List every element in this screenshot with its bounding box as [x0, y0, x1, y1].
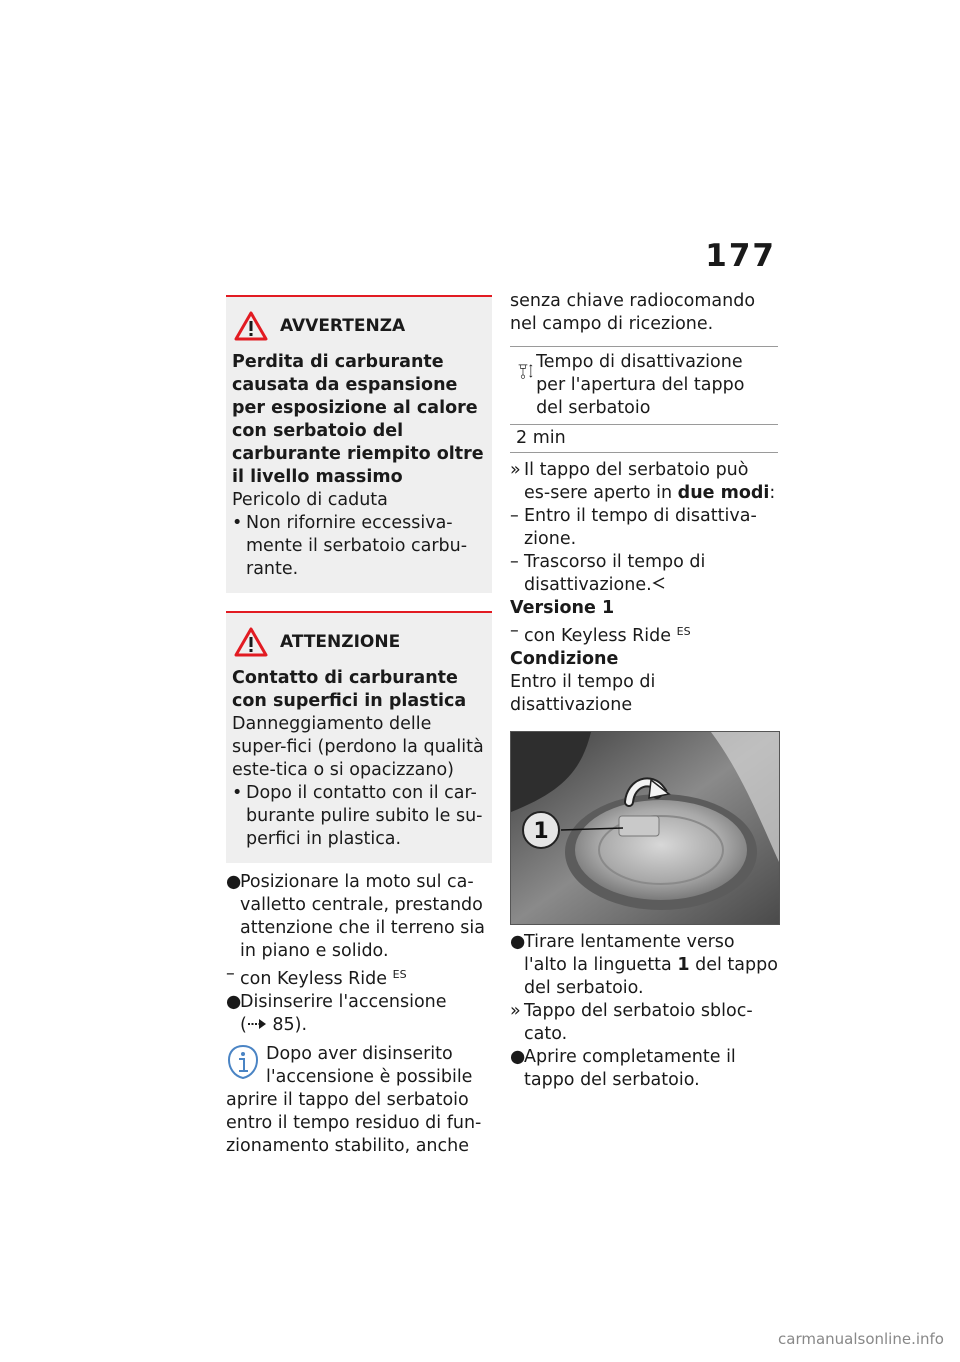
- page-reference-arrow-icon: [247, 1018, 267, 1030]
- step-pull-tab: ● Tirare lentamente verso l'alto la linguetta 1 del tappo del serbatoio.: [510, 932, 778, 998]
- left-column: [226, 295, 492, 1158]
- notice-box: [226, 611, 492, 863]
- step-bullet: ●: [226, 872, 242, 892]
- condition-heading: Condizione: [510, 649, 619, 669]
- watermark: carmanualsonline.info: [778, 1330, 944, 1348]
- notice-label: ATTENZIONE: [280, 631, 401, 652]
- fuel-cap-illustration: [511, 732, 779, 924]
- dash-mark: –: [510, 552, 519, 572]
- notice-risk: Danneggiamento delle super-fici (perdono la qualità este-tica o si opacizzano): [232, 714, 484, 780]
- spec-label: Tempo di disattivazione per l'apertura del tappo del serbatoio: [536, 352, 745, 418]
- caution-triangle-icon: [234, 627, 268, 657]
- dash-mark: –: [226, 964, 235, 984]
- step-open-cap: ● Aprire completamente il tappo del serbatoio.: [510, 1047, 736, 1090]
- option-within-time: – Entro il tempo di disattiva-zione.: [510, 506, 757, 549]
- fuel-cap-photo: [510, 731, 780, 925]
- info-note-text-a: Dopo aver disinserito l'accensione è possibile: [266, 1044, 473, 1087]
- warning-heading: Perdita di carburante causata da espansione per esposizione al calore con serbatoio del carburante riempito oltre il livello massimo: [232, 352, 484, 487]
- callout-number-1: 1: [533, 819, 549, 844]
- intro-text: senza chiave radiocomando nel campo di ricezione.: [510, 291, 756, 334]
- info-icon: [226, 1043, 260, 1081]
- result-mark: »: [510, 460, 521, 480]
- notice-action: • Dopo il contatto con il car-burante pulire subito le su-perfici in plastica.: [232, 783, 483, 849]
- dash-mark: –: [510, 621, 519, 641]
- option-after-time: – Trascorso il tempo di disattivazione.: [510, 552, 706, 595]
- step-ignition-off: ● Disinserire l'accensione ( 85).: [226, 992, 447, 1035]
- warning-action: • Non rifornire eccessiva-mente il serbatoio carbu-rante.: [232, 513, 468, 579]
- bullet-mark: •: [232, 783, 243, 803]
- spec-table: [510, 346, 778, 453]
- condition-text: Entro il tempo di disattivazione: [510, 672, 656, 715]
- warning-triangle-icon: [234, 311, 268, 341]
- step-bullet: ●: [510, 932, 526, 952]
- dash-mark: –: [510, 506, 519, 526]
- spec-value: 2 min: [510, 424, 778, 452]
- result-mark: »: [510, 1001, 521, 1021]
- condition-keyless-2: – con Keyless Ride $^{ES}$: [510, 621, 691, 646]
- page-reference-link[interactable]: 85).: [272, 1015, 308, 1035]
- warning-label: AVVERTENZA: [280, 315, 406, 336]
- warning-risk: Pericolo di caduta: [232, 490, 388, 510]
- specification-icon: [516, 351, 536, 391]
- result-unlocked: » Tappo del serbatoio sbloc-cato.: [510, 1001, 753, 1044]
- end-marker-icon: [652, 576, 666, 590]
- bullet-mark: •: [232, 513, 243, 533]
- right-column: [510, 290, 778, 1092]
- result-two-ways: » Il tappo del serbatoio può es-sere aperto in due modi:: [510, 460, 776, 503]
- page-number: 177: [705, 238, 776, 274]
- step-bullet: ●: [226, 992, 242, 1012]
- version-heading: Versione 1: [510, 598, 615, 618]
- step-position-bike: ● Posizionare la moto sul ca-valletto centrale, prestando attenzione che il terreno sia in piano e solido.: [226, 872, 485, 961]
- step-bullet: ●: [510, 1047, 526, 1067]
- info-note-text-b: aprire il tappo del serbatoio entro il tempo residuo di fun-zionamento stabilito, anche: [226, 1090, 482, 1156]
- info-note: [226, 1043, 492, 1089]
- notice-heading: Contatto di carburante con superfici in plastica: [232, 668, 467, 711]
- condition-keyless: – con Keyless Ride $^{ES}$: [226, 964, 407, 989]
- warning-box: [226, 295, 492, 593]
